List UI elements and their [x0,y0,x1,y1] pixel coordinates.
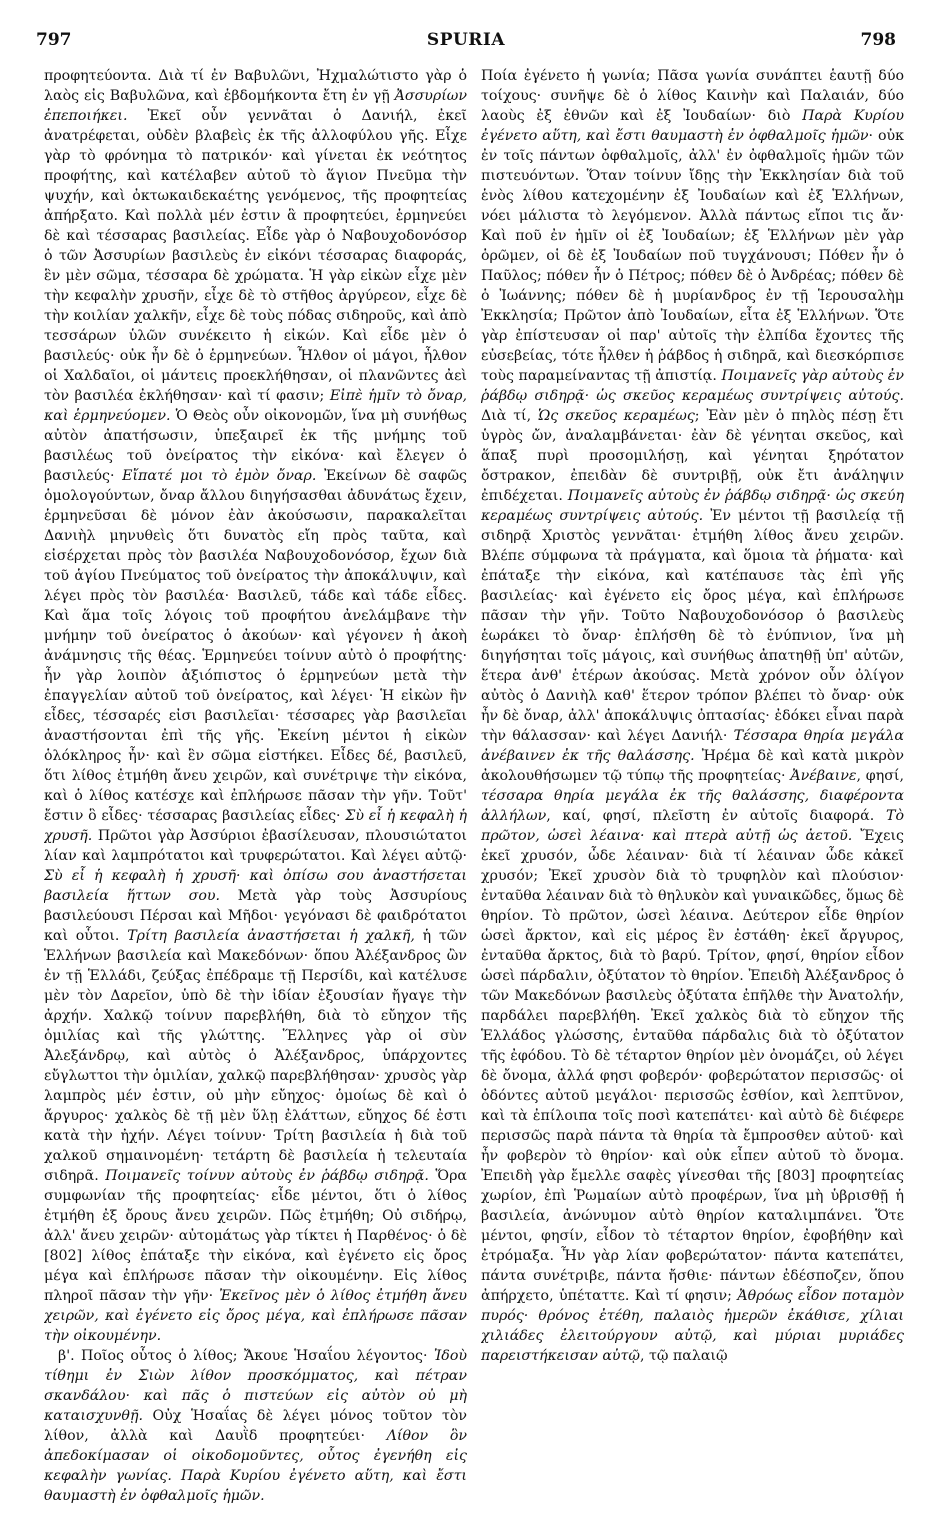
italic-quotation: Λίθον ὃν ἀπεδοκίμασαν οἱ οἰκοδομοῦντες, οὗτος ἐγενήθη εἰς κεφαλὴν γωνίας. Παρὰ Κυρίου ἐγένετο αὕτη, καὶ ἔστι θαυμαστὴ ἐν ὀφθαλμοῖς ἡμῶν. [44,1428,467,1504]
italic-quotation: Παρὰ Κυρίου ἐγένετο αὕτη, καὶ ἔστι θαυμαστὴ ἐν ὀφθαλμοῖς ἡμῶν [481,108,904,144]
italic-quotation: Ἀσσυρίων ἐπεποιήκει. [44,88,467,124]
paragraph [481,66,904,1366]
text-run: ἡ τῶν Ἑλλήνων βασιλεία καὶ Μακεδόνων· ὅπου Ἀλέξανδρος ὢν ἐν τῇ Ἑλλάδι, ζεύξας ἐπέδραμε τῇ Περσίδι, καὶ κατέλυσε μὲν τὸν Δαρεῖον, ὑπὸ δὲ τὴν ἰδίαν ἐξουσίαν ἤγαγε τὴν ἀρχήν. Χαλκῷ τοίνυν παρεβλήθη, διὰ τὸ εὔηχον τῆς ὁμιλίας καὶ τῆς γλώττης. Ἕλληνες γὰρ οἱ σὺν Ἀλεξάνδρῳ, καὶ αὐτὸς ὁ Ἀλέξανδρος, ὑπάρχοντες εὔγλωττοι τὴν ὁμιλίαν, χαλκῷ παρεβλήθησαν· χρυσὸς γὰρ λαμπρὸς μέν ἐστιν, οὐ μὴν εὔηχος· ὁμοίως δὲ καὶ ὁ ἄργυρος· χαλκὸς δὲ τῇ μὲν ὕλῃ ἐλάττων, εὔηχος δέ ἐστι κατὰ τὴν ἠχήν. Λέγει τοίνυν· Τρίτη βασιλεία ἡ διὰ τοῦ χαλκοῦ σημαινομένη· τετάρτη δὲ βασιλεία ἡ τελευταία σιδηρᾶ. [44,928,467,1184]
page-header [36,30,896,60]
italic-quotation: τέσσαρα θηρία μεγάλα ἐκ τῆς θαλάσσης, διαφέροντα ἀλλήλων [481,788,904,824]
running-title: SPURIA [426,30,506,50]
italic-quotation: Ἐκεῖνος μὲν ὁ λίθος ἐτμήθη ἄνευ χειρῶν, καὶ ἐγένετο εἰς ὄρος μέγα, καὶ ἐπλήρωσε πᾶσαν τὴν οἰκουμένην. [44,1288,467,1344]
text-run: Ἠρέμα δὲ καὶ κατὰ μικρὸν ἀκολουθήσωμεν τῷ τύπῳ τῆς προφητείας· [481,748,904,784]
italic-quotation: Ποιμανεῖς γὰρ αὐτοὺς ἐν ῥάβδῳ σιδηρᾷ· ὡς σκεῦος κεραμέως συντρίψεις αὐτούς. [481,368,904,404]
page-number-left: 797 [36,30,72,50]
italic-quotation: Σὺ εἶ ἡ κεφαλὴ ἡ χρυσῆ. [44,808,467,844]
text-run: , καί, φησί, πλεῖστη ἐν αὐτοῖς διαφορά. [546,808,886,824]
italic-quotation: Σὺ εἶ ἡ κεφαλὴ ἡ χρυσῆ· καὶ ὀπίσω σου ἀναστήσεται βασιλεία ἥττων σου. [44,868,467,904]
column-gutter [465,70,466,1510]
italic-quotation: Τρίτη βασιλεία ἀναστήσεται ἡ χαλκῆ, [127,928,415,944]
text-run: Ὁ Θεὸς οὖν οἰκονομῶν, ἵνα μὴ συνήθως αὐτὸν ἀπατήσωσιν, ὑπεξαιρεῖ ἐκ τῆς μνήμης τοῦ βασιλέως τοῦ ὀνείρατος τὴν εἰκόνα· καὶ ἔλεγεν ὁ βασιλεύς· [44,408,467,484]
text-run: Μετὰ γὰρ τοὺς Ἀσσυρίους βασιλεύουσι Πέρσαι καὶ Μῆδοι· γεγόνασι δὲ φαιδρότατοι καὶ οὗτοι. [44,888,467,944]
italic-quotation: Ἀνέβαινε [790,768,857,784]
text-run: ; Ἐὰν μὲν ὁ πηλὸς πέσῃ ἔτι ὑγρὸς ὤν, ἀναλαμβάνεται· ἐὰν δὲ γένηται σκεῦος, καὶ ἅπαξ πυρὶ προσομιλήσῃ, καὶ γένηται ξηρότατον ὄστρακον, ἐπειδὰν δὲ συντριβῇ, οὐκ ἔτι ἀνάληψιν ἐπιδέχεται. [481,408,904,504]
italic-quotation: Ἰδοὺ τίθημι ἐν Σιὼν λίθον προσκόμματος, καὶ πέτραν σκανδάλου· καὶ πᾶς ὁ πιστεύων εἰς αὐτὸν οὐ μὴ καταισχυνθῇ. [44,1348,467,1424]
text-run: Οὐχ Ἡσαΐας δὲ λέγει μόνος τοῦτον τὸν λίθον, ἀλλὰ καὶ Δαυῒδ προφητεύει· [44,1408,467,1444]
text-run: β'. Ποῖος οὗτος ὁ λίθος; Ἄκουε Ἡσαΐου λέγοντος· [58,1348,434,1364]
right-column [481,66,904,1516]
italic-quotation: Εἰπὲ ἡμῖν τὸ ὄναρ, καὶ ἑρμηνεύομεν. [44,388,467,424]
italic-quotation: Ποιμανεῖς τοίνυν αὐτοὺς ἐν ῥάβδῳ σιδηρᾷ. [105,1168,429,1184]
italic-quotation: Ποιμανεῖς αὐτοὺς ἐν ῥάβδῳ σιδηρᾷ· ὡς σκεύη κεραμέως συντρίψεις αὐτούς. [481,488,904,524]
paragraph [44,1346,467,1506]
text-run: Διὰ τί, [481,408,538,424]
text-run: Ἐν μέντοι τῇ βασιλείᾳ τῇ σιδηρᾷ Χριστὸς γεννᾶται· ἐτμήθη λίθος ἄνευ χειρῶν. Βλέπε σύμφωνα τὰ πράγματα, καὶ ὅμοια τὰ ῥήματα· καὶ ἐπάταξε τὴν εἰκόνα, καὶ κατέπαυσε τὰς ἐπὶ γῆς βασιλείας· καὶ ἐγένετο εἰς ὄρος μέγα, καὶ ἐπλήρωσε πᾶσαν τὴν γῆν. Τοῦτο Ναβουχοδονόσορ ὁ βασιλεὺς ἑωράκει τὸ ὄναρ· ἐπλήσθη δὲ τὸ ἐνύπνιον, ἵνα μὴ διηγήσηται τοῖς μάγοις, καὶ συνήθως ἀπατηθῇ ὑπ' αὐτῶν, ἕτερα ἀνθ' ἑτέρων ἀκούσας. Μετὰ χρόνον οὖν ὀλίγον αὐτὸς ὁ Δανιὴλ καθ' ἕτερον τρόπον βλέπει τὸ ὄναρ· οὐκ ἦν δὲ ὄναρ, ἀλλ' ἀποκάλυψις ὀπτασίας· ἐδόκει εἶναι παρὰ τὴν θάλασσαν· καὶ λέγει Δανιήλ· [481,508,904,744]
left-column [44,66,467,1516]
text-run: Πρῶτοι γὰρ Ἀσσύριοι ἐβασίλευσαν, πλουσιώτατοι λίαν καὶ λαμπρότατοι καὶ τρυφερώτατοι. Καὶ λέγει αὐτῷ· [44,828,467,864]
italic-quotation: Εἴπατέ μοι τὸ ἐμὸν ὄναρ. [122,468,317,484]
italic-quotation: Τὸ πρῶτον, ὡσεὶ λέαινα· καὶ πτερὰ αὐτῇ ὡς ἀετοῦ. [481,808,904,844]
text-run: Ἐκείνων δὲ σαφῶς ὁμολογούντων, ὄναρ ἄλλου διηγήσασθαι ἀδυνάτως ἔχειν, ἑρμηνεῦσαι δὲ μόνον ἐὰν ἀκούσωσιν, παρακαλεῖται Δανιὴλ μηνυθεὶς ὅτι δυνατὸς εἴη πρὸς ταῦτα, καὶ εἰσέρχεται πρὸς τὸν βασιλέα Ναβουχοδονόσορ, ἔχων διὰ τοῦ ἁγίου Πνεύματος τοῦ ὀνείρατος τὴν ἀποκάλυψιν, καὶ λέγει πρὸς τὸν βασιλέα· Βασιλεῦ, τάδε καὶ τάδε εἶδες. Καὶ ἅμα τοῖς λόγοις τοῦ προφήτου ἀνελάμβανε τὴν μνήμην τοῦ ὀνείρατος ὁ ἀκούων· καὶ γέγονεν ἡ ἀκοὴ ἀνάμνησις τῆς θέας. Ἑρμηνεύει τοίνυν αὐτὸ ὁ προφήτης· ἦν γὰρ λοιπὸν ἀξιόπιστος ὁ ἑρμηνεύων μετὰ τὴν ἐπαγγελίαν αὐτοῦ τοῦ ὀνείρατος, καὶ λέγει· Ἡ εἰκὼν ἣν εἶδες, τέσσαρές εἰσι βασιλεῖαι· τέσσαρες γὰρ βασιλεῖαι ἀναστήσονται ἐπὶ τῆς γῆς. Ἐκείνη μέντοι ἡ εἰκὼν ὁλόκληρος ἦν· καὶ ἓν σῶμα εἱστήκει. Εἶδες δέ, βασιλεῦ, ὅτι λίθος ἐτμήθη ἄνευ χειρῶν, καὶ συνέτριψε τὴν εἰκόνα, καὶ ὁ λίθος κατέσχε καὶ ἐπλήρωσε πᾶσαν τὴν γῆν. Τοῦτ' ἔστιν ὃ εἶδες· τέσσαρας βασιλείας εἶδες· [44,468,467,824]
italic-quotation: Ἀθρόως εἶδον ποταμὸν πυρός· θρόνος ἐτέθη, παλαιὸς ἡμερῶν ἐκάθισε, χίλιαι χιλιάδες ἐλειτούργουν αὐτῷ, καὶ μύριαι μυριάδες παρειστήκεισαν αὐτῷ [481,1288,904,1364]
italic-quotation: Ὡς σκεῦος κεραμέως [537,408,695,424]
text-run: Ἔχεις ἐκεῖ χρυσόν, ὧδε λέαιναν· διὰ τί λέαιναν ὧδε κἀκεῖ χρυσόν; Ἐκεῖ χρυσὸν διὰ τὸ τρυφηλὸν καὶ πλούσιον· ἐνταῦθα λέαιναν διὰ τὸ θηλυκὸν καὶ γυναικῶδες, ὅμως δὲ θηρίον. Τὸ πρῶτον, ὡσεὶ λέαινα. Δεύτερον εἶδε θηρίον ὡσεὶ ἄρκτον, καὶ εἰς μέρος ἓν ἐστάθη· ἐκεῖ ἄργυρος, ἐνταῦθα ἄρκτος, διὰ τὸ βαρύ. Τρίτον, φησί, θηρίον εἶδον ὡσεὶ πάρδαλιν, ὀξύτατον τὸ θηρίον. Ἐπειδὴ Ἀλέξανδρος ὁ τῶν Μακεδόνων βασιλεὺς ὀξύτατα ἐπῆλθε τὴν Ἀνατολήν, παρδάλει παρεβλήθη. Ἐκεῖ χαλκὸς διὰ τὸ εὔηχον τῆς Ἑλλάδος γλώσσης, ἐνταῦθα πάρδαλις διὰ τὸ ὀξύτατον τῆς ἐφόδου. Τὸ δὲ τέταρτον θηρίον μὲν ὀνομάζει, οὐ λέγει δὲ ὄνομα, ἀλλά φησι φοβερόν· φοβερώτατον περισσῶς· οἱ ὀδόντες αὐτοῦ μεγάλοι· περισσῶς ἐσθίον, καὶ λεπτῦνον, καὶ τὰ ἐπίλοιπα τοῖς ποσὶ κατεπάτει· καὶ αὐτὸ δὲ διέφερε περισσῶς παρὰ πάντα τὰ θηρία τὰ ἔμπροσθεν αὐτοῦ· καὶ ἦν φοβερὸν τὸ θηρίον· καὶ οὐκ εἶπεν αὐτοῦ τὸ ὄνομα. Ἐπειδὴ γὰρ ἔμελλε σαφὲς γίνεσθαι τῆς [803] προφητείας χωρίον, ἐπὶ Ῥωμαίων αὐτὸ προφέρων, ἵνα μὴ ὑβρισθῇ ἡ βασιλεία, ἀνώνυμον αὐτὸ θηρίον καταλιμπάνει. Ὅτε μέντοι, φησίν, εἶδον τὸ τέταρτον θηρίον, ἐφοβήθην καὶ ἐτρόμαξα. Ἦν γὰρ λίαν φοβερώτατον· πάντα κατεπάτει, πάντα συνέτριβε, πάντα ἤσθιε· πάντων ἐδέσποζεν, ὅπου ἀπήρχετο, ὑπέταττε. Καὶ τί φησιν; [481,828,904,1304]
italic-quotation: Τέσσαρα θηρία μεγάλα ἀνέβαινεν ἐκ τῆς θαλάσσης. [481,728,904,764]
page-number-right: 798 [860,30,896,50]
text-run: Ὅρα συμφωνίαν τῆς προφητείας· εἶδε μέντοι, ὅτι ὁ λίθος ἐτμήθη ἐξ ὄρους ἄνευ χειρῶν. Πῶς ἐτμήθη; Οὐ σιδήρῳ, ἀλλ' ἄνευ χειρῶν· αὐτομάτως γὰρ τίκτει ἡ Παρθένος· ὁ δὲ [802] λίθος ἐπάταξε τὴν εἰκόνα, καὶ ἐγένετο εἰς ὄρος μέγα καὶ ἐπλήρωσε πᾶσαν τὴν οἰκουμένην. Εἰς λίθος πληροῖ πᾶσαν τὴν γῆν· [44,1168,467,1304]
text-run: , τῷ παλαιῷ [639,1348,728,1364]
text-run: Ἐκεῖ οὖν γεννᾶται ὁ Δανιήλ, ἐκεῖ ἀνατρέφεται, οὐδὲν βλαβεὶς ἐκ τῆς ἀλλοφύλου γῆς. Εἶχε γὰρ τὸ φρόνημα τὸ πατρικόν· καὶ γίνεται ἐκ νεότητος προφήτης, καὶ κατέλαβεν αὐτοῦ τὸ ἅγιον Πνεῦμα τὴν ψυχήν, καὶ ὀκτωκαιδεκαέτης γενόμενος, τῆς προφητείας ἀπήρξατο. Καὶ πολλὰ μέν ἐστιν ἃ προφητεύει, ἑρμηνεύει δὲ καὶ τέσσαρας βασιλείας. Εἶδε γὰρ ὁ Ναβουχοδονόσορ ὁ τῶν Ἀσσυρίων βασιλεὺς ἐν εἰκόνι τέσσαρας διαφοράς, ἓν μὲν σῶμα, τέσσαρα δὲ χρώματα. Ἡ γὰρ εἰκὼν εἶχε μὲν τὴν κεφαλὴν χρυσῆν, εἶχε δὲ τὸ στῆθος ἀργύρεον, εἶχε δὲ τὴν κοιλίαν χαλκῆν, εἶχε δὲ τοὺς πόδας σιδηροῦς, καὶ ἀπὸ τεσσάρων ὑλῶν συνέκειτο ἡ εἰκών. Καὶ εἶδε μὲν ὁ βασιλεύς· οὐκ ἦν δὲ ὁ ἑρμηνεύων. Ἦλθον οἱ μάγοι, ἦλθον οἱ Χαλδαῖοι, οἱ μάντεις προεκλήθησαν, οἱ πλανῶντες ἀεὶ τὸν βασιλέα ἐκλήθησαν· καὶ τί φασιν; [44,108,467,404]
text-run: , φησί, [856,768,904,784]
text-run: Ποία ἐγένετο ἡ γωνία; Πᾶσα γωνία συνάπτει ἑαυτῇ δύο τοίχους· συνῆψε δὲ ὁ λίθος Καινὴν καὶ Παλαιάν, δύο λαοὺς ἐξ ἐθνῶν καὶ ἐξ Ἰουδαίων· διὸ [481,68,904,124]
text-run: προφητεύοντα. Διὰ τί ἐν Βαβυλῶνι, Ἠχμαλώτιστο γὰρ ὁ λαὸς εἰς Βαβυλῶνα, καὶ ἑβδομήκοντα ἔτη ἐν γῇ [44,68,467,104]
paragraph [44,66,467,1346]
text-run: · οὐκ ἐν τοῖς πάντων ὀφθαλμοῖς, ἀλλ' ἐν ὀφθαλμοῖς ἡμῶν τῶν πιστευόντων. Ὅταν τοίνυν ἴδῃς τὴν Ἐκκλησίαν διὰ τοῦ ἑνὸς λίθου κατεχομένην ἐξ Ἰουδαίων καὶ ἐξ Ἑλλήνων, νόει μάλιστα τὸ λεγόμενον. Ἀλλὰ πάντως εἴποι τις ἄν· Καὶ ποῦ ἐν ἡμῖν οἱ ἐξ Ἰουδαίων; ἐξ Ἑλλήνων μὲν γὰρ ὁρῶμεν, οἱ δὲ ἐξ Ἰουδαίων ποῦ τυγχάνουσι; Πόθεν ἦν ὁ Παῦλος; πόθεν ἦν ὁ Πέτρος; πόθεν δὲ ὁ Ἀνδρέας; πόθεν δὲ ὁ Ἰωάννης; πόθεν δὲ ἡ μυρίανδρος ἐν τῇ Ἱερουσαλὴμ Ἐκκλησία; Πρῶτον ἀπὸ Ἰουδαίων, εἶτα ἐξ Ἑλλήνων. Ὅτε γὰρ ἐπίστευσαν οἱ παρ' αὐτοῖς τὴν ἐλπίδα ἔχοντες τῆς εὐσεβείας, τότε ἦλθεν ἡ ῥάβδος ἡ σιδηρᾶ, καὶ διεσκόρπισε τοὺς παραμείναντας τῇ ἀπιστίᾳ. [481,128,904,384]
